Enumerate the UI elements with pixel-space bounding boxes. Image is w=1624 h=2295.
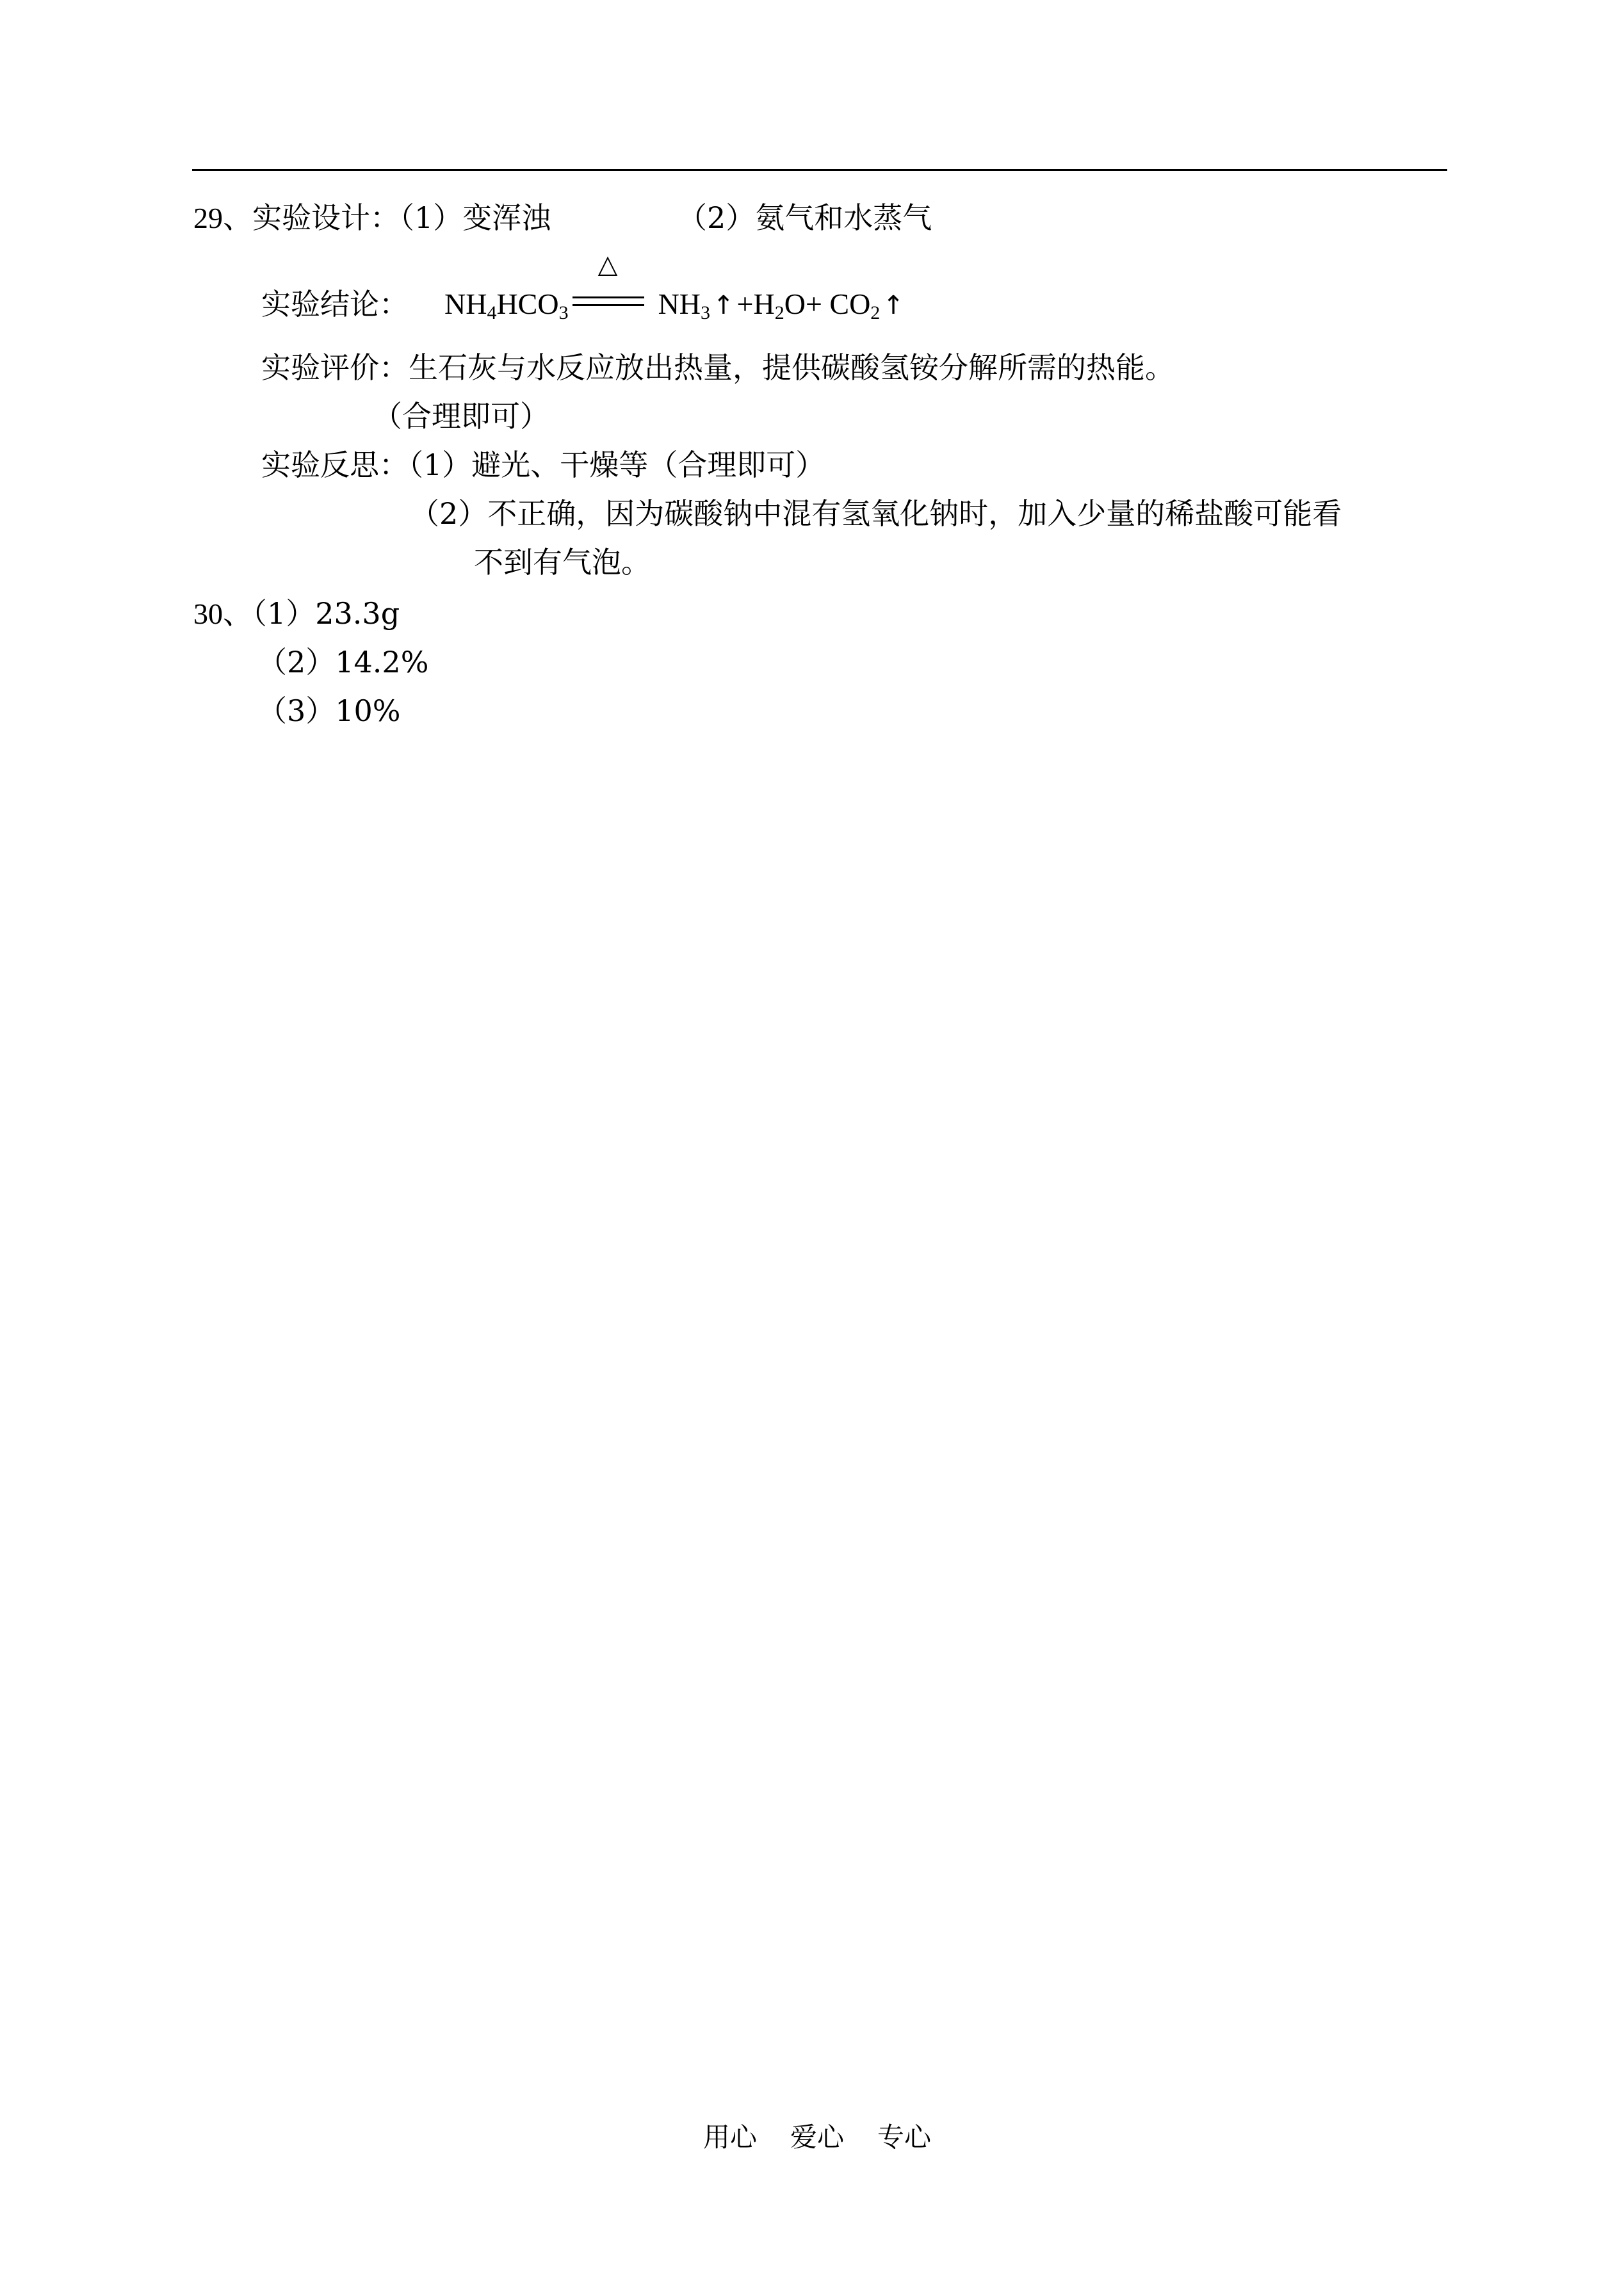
q30-answer3: （3）10% (257, 693, 401, 728)
eq-sub-3: 3 (558, 302, 569, 323)
eq-product-o-co: O+ CO (784, 288, 871, 320)
q30-answer1: （1）23.3g (252, 596, 400, 631)
q29-number: 29、 (193, 202, 252, 234)
q30-answer1-line (193, 594, 400, 633)
q29-reflection-part2-line2: 不到有气泡。 (474, 545, 651, 580)
triangle-heat-icon: △ (597, 250, 618, 279)
footer-item-2: 爱心 (790, 2121, 845, 2153)
eq-sub-4: 4 (487, 302, 497, 323)
equals-bar-bottom (572, 304, 644, 306)
q30-number: 30、 (193, 597, 252, 630)
q29-evaluation-text: 生石灰与水反应放出热量，提供碳酸氢铵分解所需的热能。 (409, 350, 1174, 385)
q29-design-line (193, 199, 551, 238)
q29-reflection-label: 实验反思： (261, 448, 409, 482)
footer-item-3: 专心 (877, 2121, 932, 2153)
eq-product-nh: NH (658, 288, 701, 320)
gas-arrow-icon: ↑ (713, 291, 735, 320)
q29-reflection-line (261, 446, 825, 484)
eq-sub-3b: 3 (701, 302, 711, 323)
heating-condition (572, 250, 644, 323)
q29-design-label: 实验设计： (252, 200, 400, 235)
q29-evaluation-label: 实验评价： (261, 350, 409, 385)
q30-answer2: （2）14.2% (257, 645, 429, 679)
eq-product-h: +H (736, 288, 775, 320)
q29-conclusion-line (261, 285, 409, 323)
equals-bar-top (572, 296, 644, 298)
eq-sub-2b: 2 (870, 302, 881, 323)
q29-conclusion-label: 实验结论： (261, 287, 409, 321)
eq-sub-2: 2 (774, 302, 784, 323)
header-rule (192, 169, 1447, 171)
q29-reflection-part2-line1: （2）不正确，因为碳酸钠中混有氢氧化钠时，加入少量的稀盐酸可能看 (410, 496, 1342, 531)
q29-evaluation-note: （合理即可） (373, 399, 549, 434)
eq-reactant-hco: HCO (496, 288, 559, 320)
q29-design-part1: （1）变浑浊 (400, 200, 551, 235)
chemical-equation (444, 250, 907, 325)
eq-reactant-nh: NH (444, 288, 487, 320)
q29-design-part2: （2）氨气和水蒸气 (678, 200, 932, 235)
footer-item-1: 用心 (703, 2121, 758, 2153)
q29-evaluation-line (261, 348, 1174, 387)
page-footer (703, 2120, 964, 2155)
gas-arrow-icon: ↑ (882, 291, 904, 320)
q29-reflection-part1: （1）避光、干燥等（合理即可） (409, 448, 825, 482)
